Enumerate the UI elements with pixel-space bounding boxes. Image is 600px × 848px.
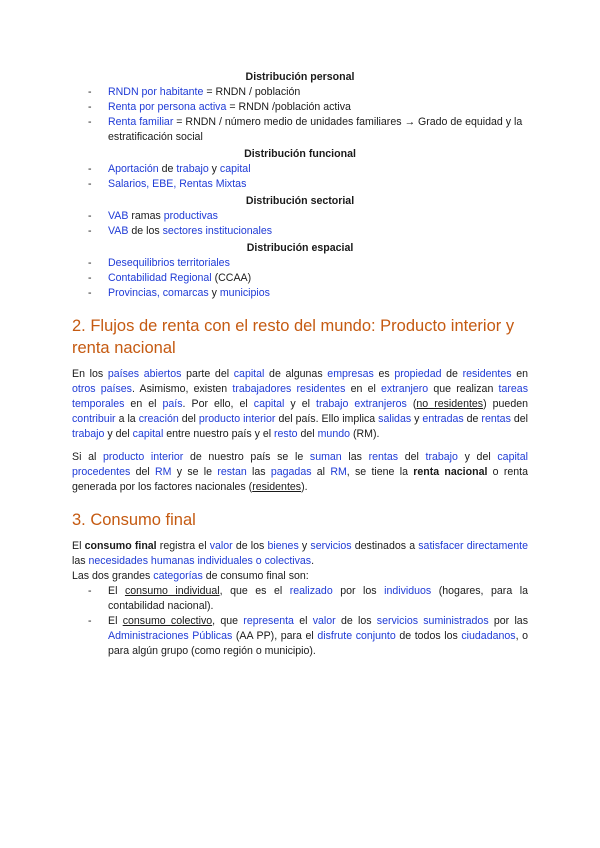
list-personal	[72, 85, 528, 145]
paragraph-consumo-final: El consumo final registra el valor de los bienes y servicios destinados a satisfacer directamente las necesidades humanas individuales o colectivas.	[72, 540, 528, 567]
paragraph-categorias: Las dos grandes categorías de consumo final son:	[72, 570, 309, 582]
list-item: - Renta familiar = RNDN / número medio de unidades familiares → Grado de equidad y la estratificación social	[72, 115, 528, 145]
list-item: - Provincias, comarcas y municipios	[72, 286, 528, 301]
list-consumo	[72, 584, 528, 659]
list-item: - Aportación de trabajo y capital	[72, 162, 528, 177]
section-heading-2: 2. Flujos de renta con el resto del mundo: Producto interior y renta nacional	[72, 317, 515, 357]
list-espacial	[72, 256, 528, 301]
list-item: - Salarios, EBE, Rentas Mixtas	[72, 177, 528, 192]
section-heading-3: 3. Consumo final	[72, 511, 196, 529]
list-item: - Contabilidad Regional (CCAA)	[72, 271, 528, 286]
list-item: - El consumo colectivo, que representa el valor de los servicios suministrados por las Administraciones Públicas (AA PP), para el disfrute conjunto de todos los ciudadanos, o para algún grupo (como región o municipio).	[72, 614, 528, 659]
subheading-espacial: Distribución espacial	[246, 242, 354, 254]
list-item: - El consumo individual, que es el realizado por los individuos (hogares, para la contabilidad nacional).	[72, 584, 528, 614]
subheading-funcional: Distribución funcional	[244, 148, 356, 160]
list-sectorial	[72, 209, 528, 239]
list-item: - RNDN por habitante = RNDN / población	[72, 85, 528, 100]
document-page	[72, 70, 528, 661]
list-item: - Desequilibrios territoriales	[72, 256, 528, 271]
list-funcional	[72, 162, 528, 192]
subheading-sectorial: Distribución sectorial	[245, 195, 355, 207]
subheading-personal: Distribución personal	[245, 71, 355, 83]
list-item: - Renta por persona activa = RNDN /población activa	[72, 100, 528, 115]
paragraph-renta-nacional: Si al producto interior de nuestro país se le suman las rentas del trabajo y del capital procedentes del RM y se le restan las pagadas al RM, se tiene la renta nacional o renta generada por los factores nacionales (residentes).	[72, 451, 528, 493]
list-item: - VAB de los sectores institucionales	[72, 224, 528, 239]
paragraph-flujos: En los países abiertos parte del capital de algunas empresas es propiedad de residentes en otros países. Asimismo, existen trabajadores residentes en el extranjero que realizan tareas temporales en el país. Por ello, el capital y el trabajo extranjeros (no residentes) pueden contribuir a la creación del producto interior del país. Ello implica salidas y entradas de rentas del trabajo y del capital entre nuestro país y el resto del mundo (RM).	[72, 368, 529, 440]
list-item: - VAB ramas productivas	[72, 209, 528, 224]
